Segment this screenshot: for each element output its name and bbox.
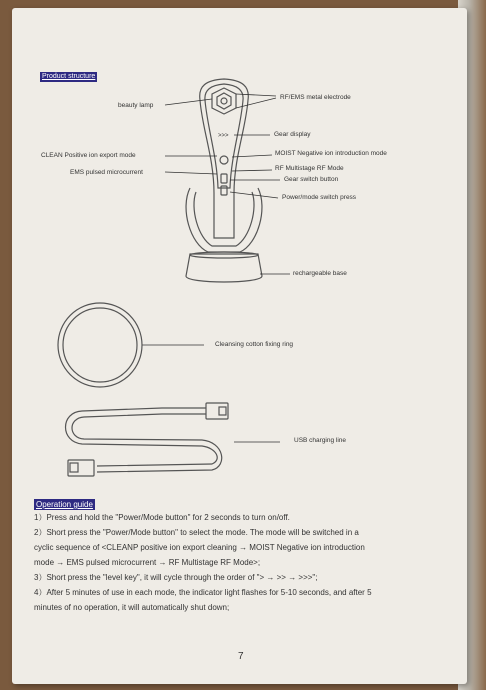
leader-lines xyxy=(142,94,290,442)
guide-line-6: 4）After 5 minutes of use in each mode, the indicator light flashes for 5-10 seconds, and after 5 xyxy=(34,588,372,597)
page-number: 7 xyxy=(238,651,244,662)
label-gear-switch: Gear switch button xyxy=(284,176,339,183)
label-gear-display: Gear display xyxy=(274,131,311,138)
guide-line-5: 3）Short press the "level key", it will cycle through the order of "> → >> → >>>"; xyxy=(34,573,318,582)
usb-cable-illustration xyxy=(66,403,229,476)
label-rf-ems-electrode: RF/EMS metal electrode xyxy=(280,94,351,101)
label-beauty-lamp: beauty lamp xyxy=(118,102,154,109)
device-illustration xyxy=(186,79,262,282)
manual-page xyxy=(12,8,467,684)
guide-line-7: minutes of no operation, it will automatically shut down; xyxy=(34,603,230,612)
label-moist-mode: MOIST Negative ion introduction mode xyxy=(275,150,387,157)
label-clean-mode: CLEAN Positive ion export mode xyxy=(41,152,136,159)
label-rechargeable-base: rechargeable base xyxy=(293,270,347,277)
product-structure-heading: Product structure xyxy=(42,73,96,80)
guide-line-3: cyclic sequence of <CLEANP positive ion export cleaning → MOIST Negative ion introduction xyxy=(34,543,365,552)
label-power-switch: Power/mode switch press xyxy=(282,194,357,201)
label-gear-marks: >>> xyxy=(218,133,229,139)
label-ems-mode: EMS pulsed microcurrent xyxy=(70,169,143,176)
label-usb-line: USB charging line xyxy=(294,437,347,444)
operation-guide-heading: Operation guide xyxy=(36,500,93,509)
guide-line-2: 2）Short press the "Power/Mode button" to select the mode. The mode will be switched in a xyxy=(34,528,359,537)
cleansing-ring-illustration xyxy=(58,303,142,387)
label-rf-mode: RF Multistage RF Mode xyxy=(275,165,344,172)
label-cleansing-ring: Cleansing cotton fixing ring xyxy=(215,341,294,348)
guide-line-4: mode → EMS pulsed microcurrent → RF Multistage RF Mode>; xyxy=(34,558,261,567)
guide-line-1: 1）Press and hold the "Power/Mode button" for 2 seconds to turn on/off. xyxy=(34,513,290,522)
